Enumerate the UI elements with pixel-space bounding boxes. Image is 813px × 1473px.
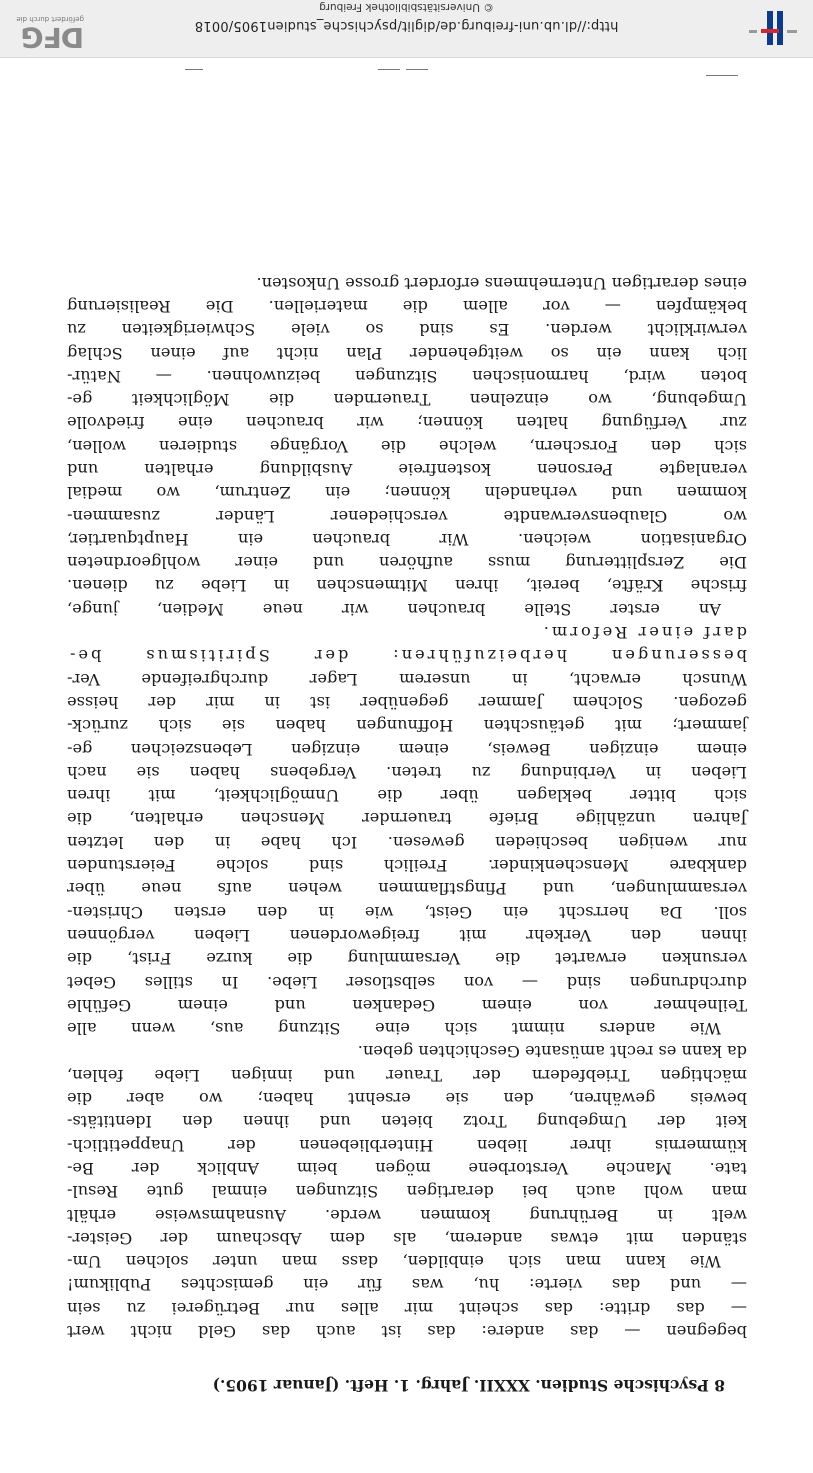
text-line: verwirklicht werden. Es sind so viele Schwierigkeiten zu [67,320,747,340]
text-line: da kann es recht amüsante Geschichten geben. [357,1042,747,1062]
text-line: jammert; mit getäuschten Hoffnungen haben sie sich zurück- [67,716,747,736]
text-line: ihnen den Verkehr mit freigewordenen Lieben vergönnen [67,925,747,945]
text-line: zur Verfügung halten können; wir brauchen eine friedvolle [67,413,747,433]
page-header: 8 Psychische Studien. XXXII. Jahrg. 1. Heft. (Januar 1905.) [212,1376,725,1395]
text-line: mächtigen Triebfedern der Trauer und innigen Liebe fehlen, [67,1065,747,1085]
text-line: — das dritte: das scheint mir alles nur Betrügerei zu sein [67,1298,747,1318]
text-line: lich kann ein so weitgehender Plan nicht auf einen Schlag [67,343,747,363]
text-line: durchdrungen sind — von selbstloser Liebe. In stilles Gebet [67,972,747,992]
text-line: tate. Manche Verstorbene mögen beim Anblick der Be- [67,1158,747,1178]
text-line: dankbare Menschenkinder. Freilich sind solche Feierstunden [67,856,747,876]
dfg-logo: DFG gefördert durch die [16,15,84,54]
text-line: kümmernis ihrer lieben Hinterbliebenen der Unappetitlich- [67,1135,747,1155]
text-line: wo Glaubensverwandte verschiedener Länder zusammen- [67,506,747,526]
text-line: Organisation weichen. Wir brauchen ein Hauptquartier, [67,529,747,549]
text-line: welt in Berührung kommen werde. Ausnahmsweise erhält [67,1205,747,1225]
decorative-rule [706,75,738,76]
text-line: eines derartigen Unternehmens erfordert grosse Unkosten. [256,273,747,293]
text-line: versammlungen, und Pfingstflammen wehen aufs neue über [67,879,747,899]
decorative-rule [378,69,400,70]
text-line: bekämpfen — vor allem die materiellen. Die Realisierung [67,296,747,316]
text-line: darf einer Reform. [540,623,747,643]
text-line: Umgebung, wo einzelnen Trauernden die Möglichkeit ge- [67,390,747,410]
text-line: versunken erwartet die Versammlung die kurze Frist, die [67,949,747,969]
text-line: sich bitter beklagen über die Unmöglichkeit, mit ihren [67,786,747,806]
text-line: soll. Da herrscht ein Geist, wie in den ersten Christen- [67,902,747,922]
text-line: — und das vierte: hu, was für ein gemischtes Publikum! [67,1275,747,1295]
text-line: veranlagte Personen kostenfreie Ausbildung erhalten und [67,460,747,480]
text-line: Teilnehmer von einem Gedanken und einem Gefühle [67,995,747,1015]
ub-freiburg-logo [745,7,805,51]
text-line: einem einzigen Beweis, einem einzigen Lebenszeichen ge- [67,739,747,759]
decorative-rule [185,69,203,70]
text-line: Wunsch erwacht, in unserem Lager durchgreifende Ver- [67,669,747,689]
text-line: Wie anders nimmt sich eine Sitzung aus, wenn alle [67,1019,721,1039]
text-line: frische Kräfte, bereit, ihren Mitmenschen in Liebe zu dienen. [67,576,747,596]
text-line: keit der Umgebung Trotz bieten und ihnen den Identitäts- [67,1112,747,1132]
text-line: kommen und verhandeln können; ein Zentrum, wo medial [67,483,747,503]
page-body [67,271,747,1343]
text-line: sich den Forschern, welche die Vorgänge studieren wollen, [67,436,747,456]
text-line: An erster Stelle brauchen wir neue Medien, junge, [67,599,721,619]
text-line: ständen mit etwas anderem, als dem Abschaum der Geister- [67,1228,747,1248]
text-line: boten wird, harmonischen Sitzungen beizuwohnen. — Natür- [67,366,747,386]
text-line: Die Zersplitterung muss aufhören und einer wohlgeordneten [67,553,747,573]
text-line: nur wenigen beschieden gewesen. Ich habe in den letzten [67,832,747,852]
text-line: gezogen. Solchem Jammer gegenüber ist in mir der heisse [67,692,747,712]
copyright-notice: © Universitätsbibliothek Freiburg [319,1,494,13]
text-line: Wie kann man sich einbilden, dass man unter solchen Um- [67,1252,721,1272]
text-line: besserungen herbeizuführen: der Spiritismus be- [67,646,747,666]
text-line: Lieben in Verbindung zu treten. Vergebens haben sie nach [67,762,747,782]
text-line: Jahren unzählige Briefe trauernder Menschen erhalten, die [67,809,747,829]
text-line: beweis gewähren, den sie ersehnt haben; wo aber die [67,1089,747,1109]
viewer-footer [0,0,813,58]
document-url[interactable]: http://dl.ub.uni-freiburg.de/diglit/psychische_studien1905/0018 [194,18,619,33]
text-line: man wohl auch bei derartigen Sitzungen einmal gute Resul- [67,1182,747,1202]
decorative-rule [406,69,428,70]
text-line: begegnen — das andere: das ist auch das Geld nicht wert [67,1322,747,1341]
